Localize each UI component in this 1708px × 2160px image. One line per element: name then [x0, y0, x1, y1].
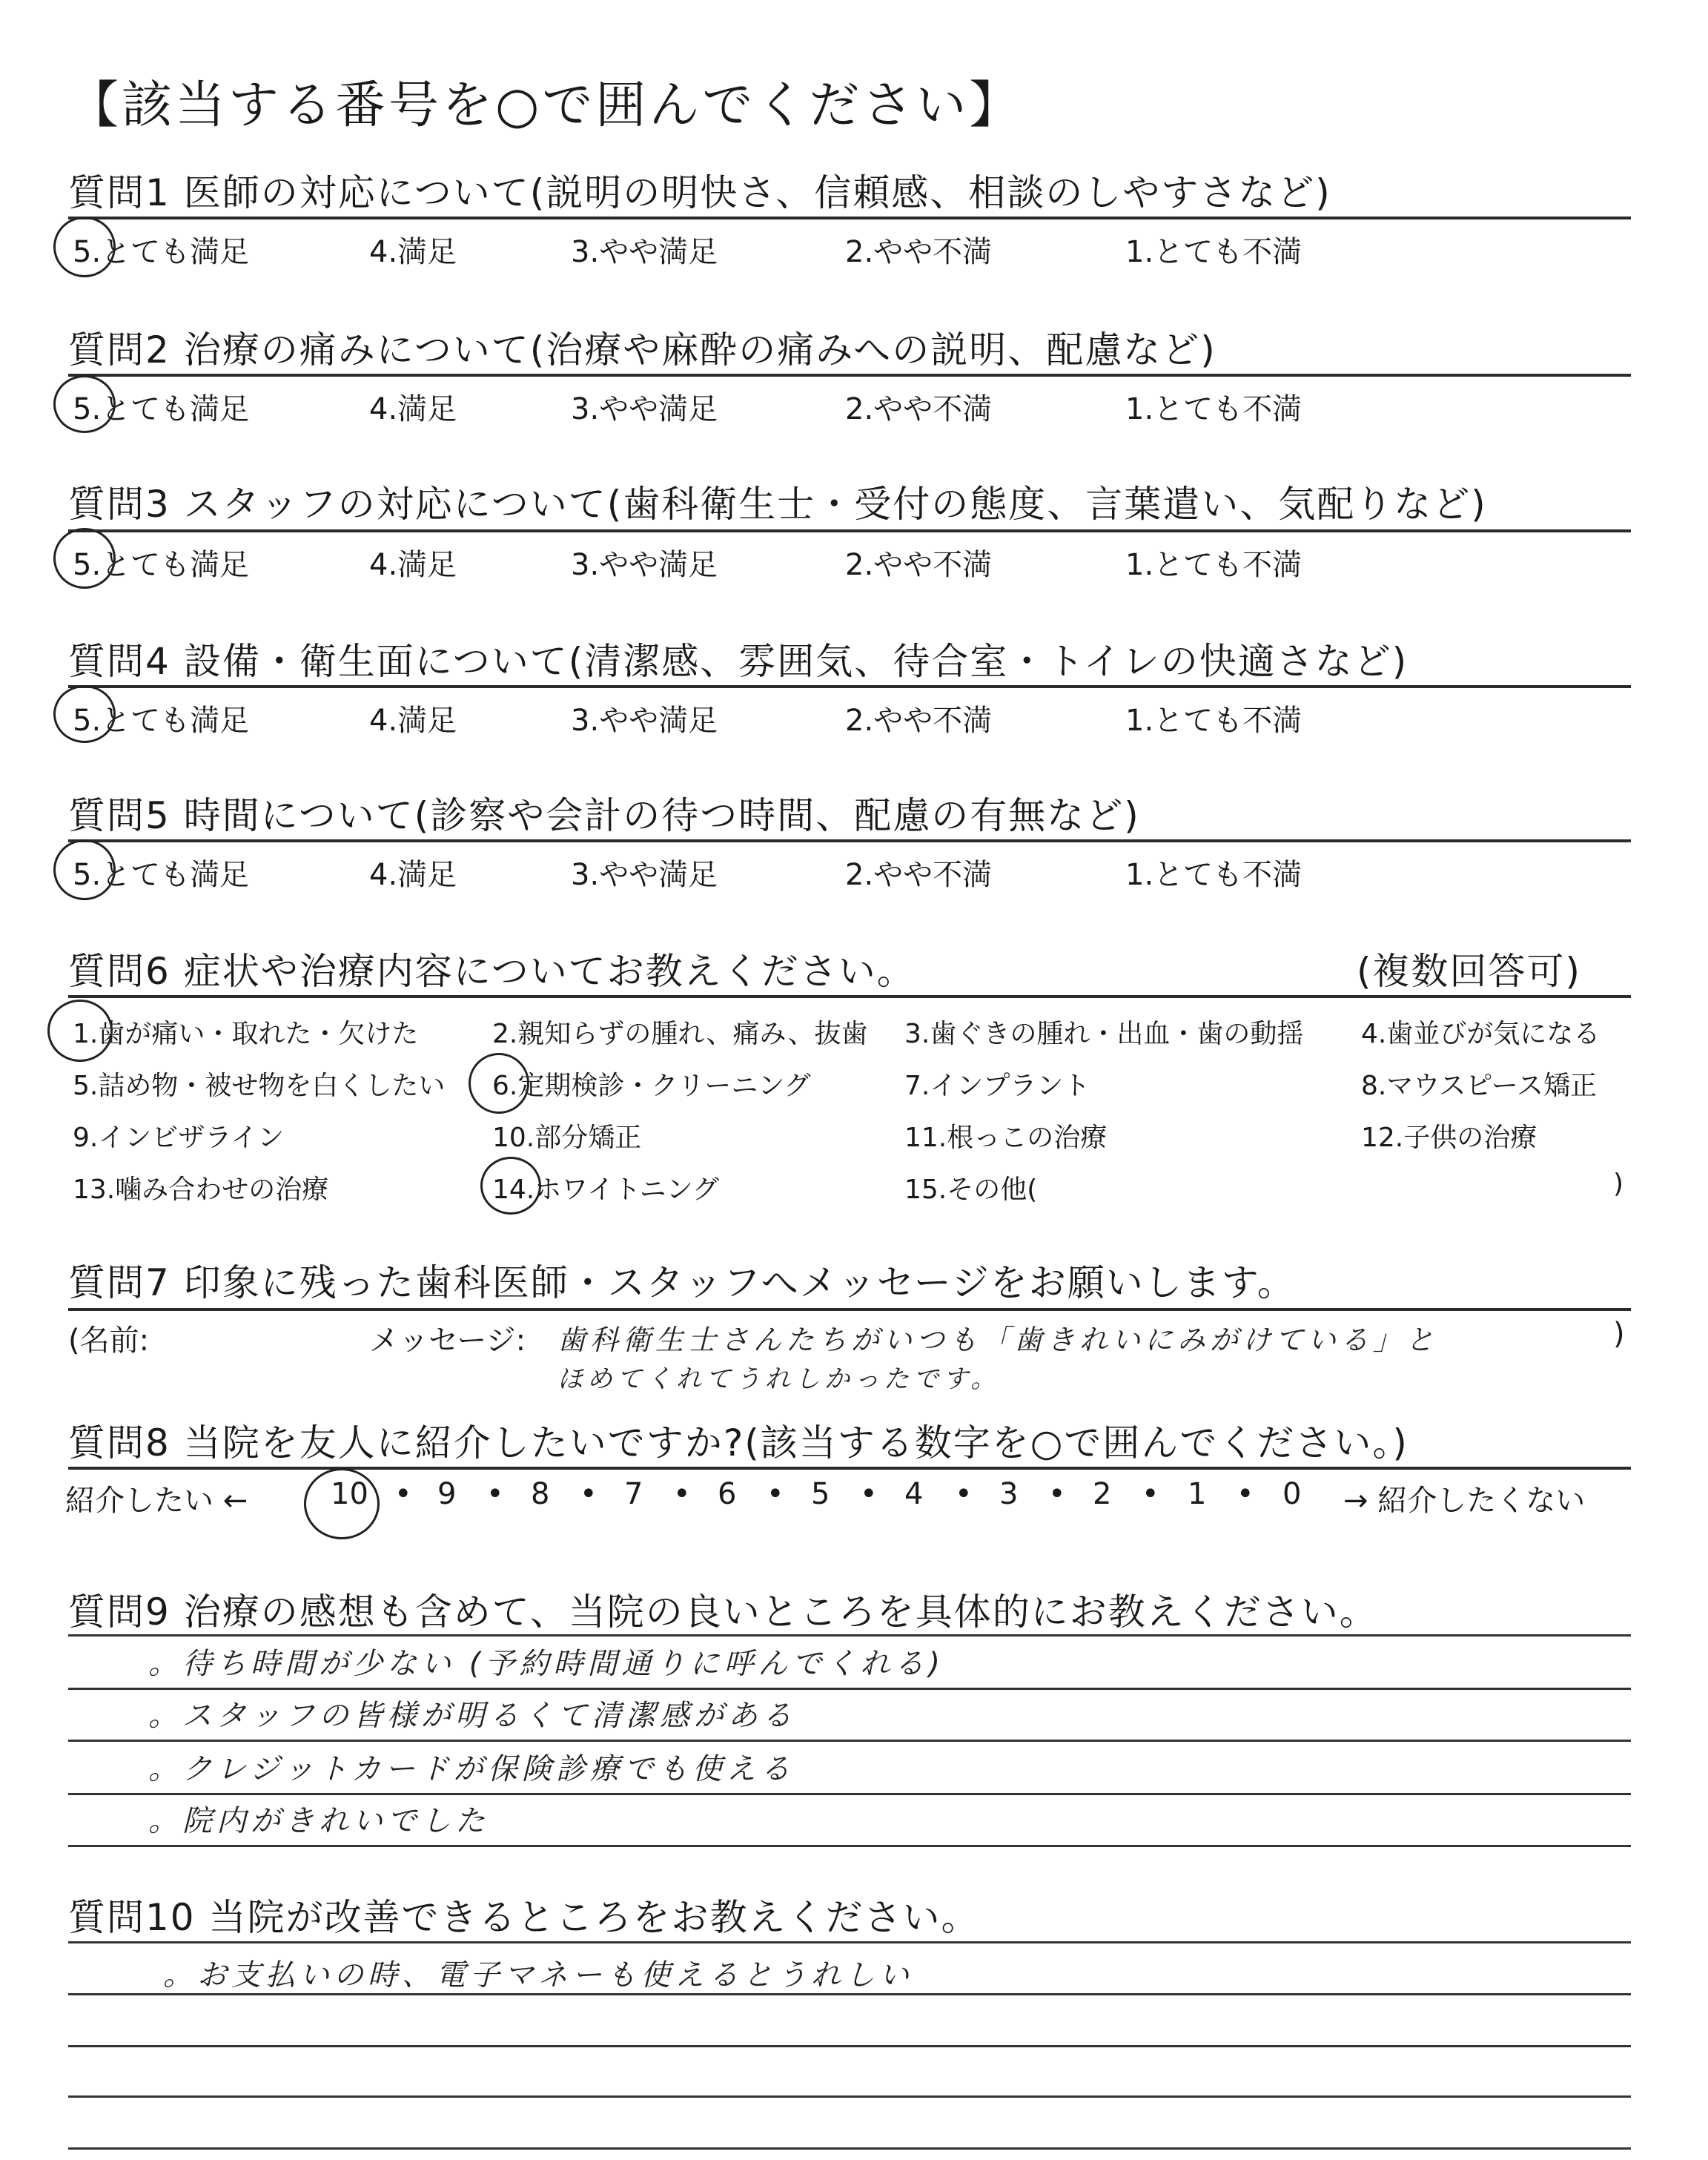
q2-option-3[interactable]: 3.やや満足: [571, 392, 718, 426]
q4-option-5[interactable]: 5.とても満足: [73, 704, 250, 738]
q8-scale-10[interactable]: 10: [331, 1477, 368, 1511]
q6-option-7[interactable]: 7.インプラント: [904, 1071, 1090, 1101]
q7-title: 質問7 印象に残った歯科医師・スタッフへメッセージをお願いします。: [68, 1261, 1296, 1304]
q10-line: [68, 1941, 1631, 1943]
q6-option-12[interactable]: 12.子供の治療: [1361, 1123, 1537, 1153]
q7-message-line-2: ほめてくれてうれしかったです。: [557, 1364, 1001, 1394]
q7-message-line-1: 歯科衛生士さんたちがいつも「歯きれいにみがけている」と: [557, 1324, 1439, 1356]
q3-option-5[interactable]: 5.とても満足: [73, 548, 250, 582]
q8-scale-dot: •: [860, 1477, 878, 1511]
q8-scale-1[interactable]: 1: [1188, 1477, 1207, 1511]
q10-line: [68, 1993, 1631, 1995]
q6-title: 質問6 症状や治療内容についてお教えください。: [68, 950, 916, 993]
q6-option-1[interactable]: 1.歯が痛い・取れた・欠けた: [73, 1019, 419, 1049]
q6-option-13[interactable]: 13.噛み合わせの治療: [73, 1175, 329, 1205]
q8-scale-dot: •: [486, 1477, 504, 1511]
q2-option-1[interactable]: 1.とても不満: [1125, 392, 1302, 426]
q4-selection-circle: [53, 685, 116, 743]
q3-option-2[interactable]: 2.やや不満: [845, 548, 993, 582]
q2-selection-circle: [53, 375, 116, 433]
q8-scale-dot: •: [955, 1477, 973, 1511]
q3-selection-circle: [53, 528, 116, 589]
q8-left-label: 紹介したい ←: [65, 1484, 248, 1518]
q10-line: [68, 2045, 1631, 2047]
q9-line: [68, 1634, 1631, 1636]
q5-option-3[interactable]: 3.やや満足: [571, 858, 718, 892]
q1-title: 質問1 医師の対応について(説明の明快さ、信頼感、相談のしやすさなど): [68, 171, 1331, 214]
q7-name-label: (名前:: [68, 1324, 150, 1358]
q8-scale-dot: •: [1237, 1477, 1254, 1511]
q9-line: [68, 1740, 1631, 1742]
q8-scale-dot: •: [394, 1477, 412, 1511]
q8-scale-9[interactable]: 9: [437, 1477, 457, 1511]
q6-option-9[interactable]: 9.インビザライン: [73, 1123, 285, 1153]
q6-selection-circle-1: [47, 1000, 113, 1062]
q6-option-14[interactable]: 14.ホワイトニング: [492, 1175, 720, 1205]
q8-scale-6[interactable]: 6: [718, 1477, 737, 1511]
q5-option-5[interactable]: 5.とても満足: [73, 858, 250, 892]
q3-option-3[interactable]: 3.やや満足: [571, 548, 718, 582]
q2-title: 質問2 治療の痛みについて(治療や麻酔の痛みへの説明、配慮など): [68, 328, 1217, 371]
q8-selection-circle: [304, 1468, 380, 1539]
q5-option-2[interactable]: 2.やや不満: [845, 858, 993, 892]
q5-title: 質問5 時間について(診察や会計の待つ時間、配慮の有無など): [68, 794, 1140, 837]
q9-answer-1: 。待ち時間が少ない (予約時間通りに呼んでくれる): [148, 1647, 944, 1681]
q2-option-2[interactable]: 2.やや不満: [845, 392, 993, 426]
q10-title: 質問10 当院が改善できるところをお教えください。: [68, 1896, 980, 1939]
q4-title: 質問4 設備・衛生面について(清潔感、雰囲気、待合室・トイレの快適さなど): [68, 640, 1409, 683]
q6-note: (複数回答可): [1357, 950, 1582, 993]
q7-message-label: メッセージ:: [369, 1324, 526, 1358]
q6-option-2[interactable]: 2.親知らずの腫れ、痛み、抜歯: [492, 1019, 868, 1049]
q3-option-1[interactable]: 1.とても不満: [1125, 548, 1302, 582]
q8-scale-7[interactable]: 7: [624, 1477, 643, 1511]
q3-rule: [68, 529, 1631, 532]
q5-option-4[interactable]: 4.満足: [369, 858, 457, 892]
q4-rule: [68, 685, 1631, 688]
q1-selection-circle: [53, 217, 116, 277]
q8-scale-dot: •: [580, 1477, 598, 1511]
q6-selection-circle-6: [469, 1053, 529, 1114]
q8-scale-2[interactable]: 2: [1093, 1477, 1112, 1511]
q5-option-1[interactable]: 1.とても不満: [1125, 858, 1302, 892]
q8-scale-0[interactable]: 0: [1282, 1477, 1302, 1511]
q1-option-4[interactable]: 4.満足: [369, 235, 457, 269]
q1-rule: [68, 217, 1631, 219]
q9-answer-2: 。スタッフの皆様が明るくて清潔感がある: [148, 1699, 796, 1733]
q8-scale-dot: •: [673, 1477, 691, 1511]
q4-option-3[interactable]: 3.やや満足: [571, 704, 718, 738]
q8-title: 質問8 当院を友人に紹介したいですか?(該当する数字を○で囲んでください。): [68, 1421, 1409, 1464]
q8-scale-4[interactable]: 4: [904, 1477, 924, 1511]
q5-selection-circle: [53, 839, 116, 900]
page-header: 【該当する番号を○で囲んでください】: [68, 76, 1023, 135]
q6-option-15[interactable]: 15.その他(: [904, 1175, 1038, 1205]
q8-scale-5[interactable]: 5: [811, 1477, 830, 1511]
q7-rule: [68, 1308, 1631, 1311]
q10-answer-1: 。お支払いの時、電子マネーも使えるとうれしい: [163, 1958, 913, 1992]
q7-close-paren: ): [1613, 1317, 1625, 1351]
q6-option-11[interactable]: 11.根っこの治療: [904, 1123, 1108, 1153]
q4-option-1[interactable]: 1.とても不満: [1125, 704, 1302, 738]
q6-option-6[interactable]: 6.定期検診・クリーニング: [492, 1071, 811, 1101]
q2-option-4[interactable]: 4.満足: [369, 392, 457, 426]
q3-title: 質問3 スタッフの対応について(歯科衛生士・受付の態度、言葉遣い、気配りなど): [68, 483, 1487, 526]
q3-option-4[interactable]: 4.満足: [369, 548, 457, 582]
q10-line: [68, 2095, 1631, 2098]
q5-rule: [68, 839, 1631, 842]
q8-scale-dot: •: [1142, 1477, 1159, 1511]
q9-title: 質問9 治療の感想も含めて、当院の良いところを具体的にお教えください。: [68, 1591, 1378, 1634]
q8-scale-8[interactable]: 8: [531, 1477, 550, 1511]
q8-scale-dot: •: [767, 1477, 784, 1511]
q6-option-8[interactable]: 8.マウスピース矯正: [1361, 1071, 1598, 1101]
q6-option-15-close: ): [1613, 1169, 1624, 1199]
q10-line: [68, 2147, 1631, 2150]
q1-option-3[interactable]: 3.やや満足: [571, 235, 718, 269]
q6-rule: [68, 995, 1631, 998]
q4-option-2[interactable]: 2.やや不満: [845, 704, 993, 738]
q6-option-5[interactable]: 5.詰め物・被せ物を白くしたい: [73, 1071, 446, 1101]
q2-rule: [68, 374, 1631, 377]
q9-line: [68, 1793, 1631, 1795]
q6-option-4[interactable]: 4.歯並びが気になる: [1361, 1019, 1601, 1049]
q1-option-1[interactable]: 1.とても不満: [1125, 235, 1302, 269]
q8-right-label: → 紹介したくない: [1343, 1484, 1586, 1518]
q6-option-3[interactable]: 3.歯ぐきの腫れ・出血・歯の動揺: [904, 1019, 1304, 1049]
q9-answer-3: 。クレジットカードが保険診療でも使える: [148, 1752, 795, 1786]
q8-rule: [68, 1467, 1631, 1470]
q6-selection-circle-14: [480, 1157, 541, 1215]
q2-option-5[interactable]: 5.とても満足: [73, 392, 250, 426]
q8-scale-3[interactable]: 3: [999, 1477, 1019, 1511]
q6-option-10[interactable]: 10.部分矯正: [492, 1123, 642, 1153]
q9-line: [68, 1845, 1631, 1847]
q4-option-4[interactable]: 4.満足: [369, 704, 457, 738]
q1-option-5[interactable]: 5.とても満足: [73, 235, 250, 269]
q1-option-2[interactable]: 2.やや不満: [845, 235, 993, 269]
q9-answer-4: 。院内がきれいでした: [148, 1804, 489, 1838]
q9-line: [68, 1688, 1631, 1690]
q8-scale-dot: •: [1048, 1477, 1066, 1511]
